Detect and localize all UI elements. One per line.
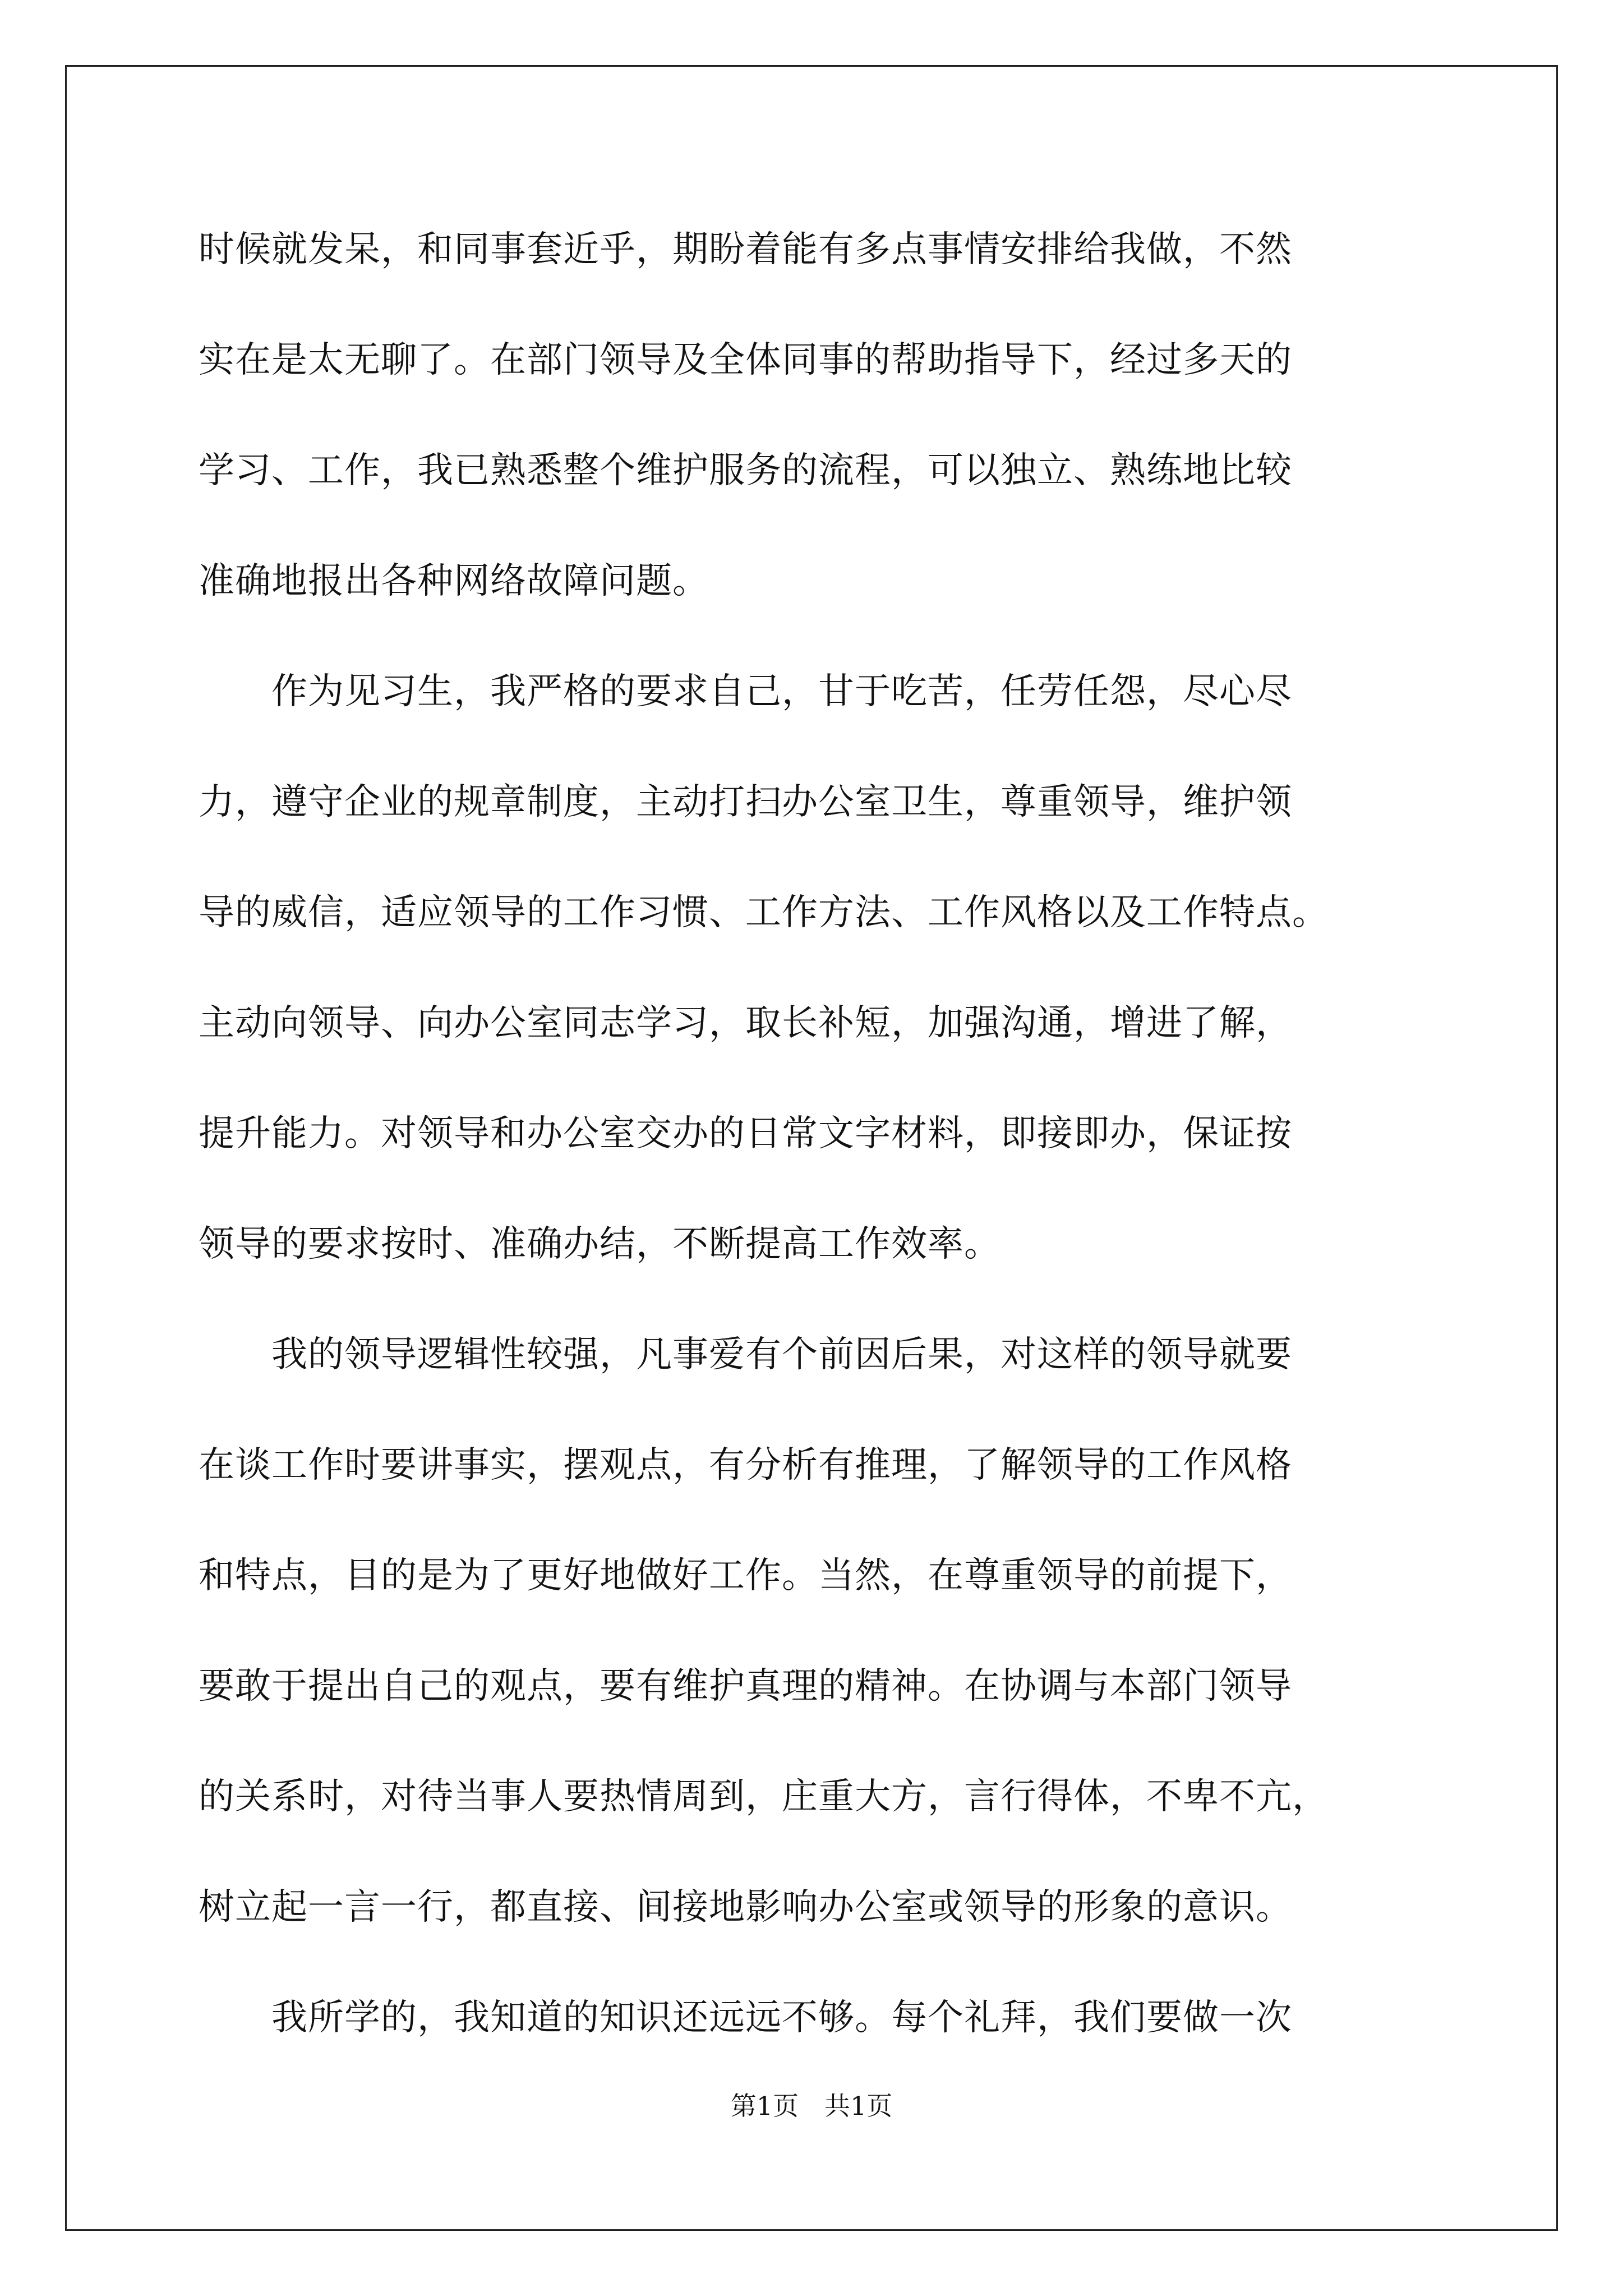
text-line: 我所学的，我知道的知识还远远不够。每个礼拜，我们要做一次 xyxy=(199,1997,1292,2039)
text-line: 要敢于提出自己的观点，要有维护真理的精神。在协调与本部门领导 xyxy=(199,1665,1292,1707)
text-line: 领导的要求按时、准确办结，不断提高工作效率。 xyxy=(199,1223,1000,1265)
text-line: 提升能力。对领导和办公室交办的日常文字材料，即接即办，保证按 xyxy=(199,1113,1292,1154)
text-line: 我的领导逻辑性较强，凡事爱有个前因后果，对这样的领导就要 xyxy=(199,1334,1292,1375)
text-line: 主动向领导、向办公室同志学习，取长补短，加强沟通，增进了解， xyxy=(199,1002,1292,1044)
text-line: 力，遵守企业的规章制度，主动打扫办公室卫生，尊重领导，维护领 xyxy=(199,781,1292,823)
text-line: 准确地报出各种网络故障问题。 xyxy=(199,560,709,602)
text-line: 实在是太无聊了。在部门领导及全体同事的帮助指导下，经过多天的 xyxy=(199,339,1292,381)
page-footer: 第1页 共1页 xyxy=(730,2091,893,2121)
body-text xyxy=(199,213,1432,2092)
text-line: 在谈工作时要讲事实，摆观点，有分析有推理，了解领导的工作风格 xyxy=(199,1444,1292,1486)
text-line: 学习、工作，我已熟悉整个维护服务的流程，可以独立、熟练地比较 xyxy=(199,450,1292,491)
text-line: 和特点，目的是为了更好地做好工作。当然，在尊重领导的前提下， xyxy=(199,1555,1292,1596)
text-line: 时候就发呆，和同事套近乎，期盼着能有多点事情安排给我做，不然 xyxy=(199,229,1292,270)
text-line: 树立起一言一行，都直接、间接地影响办公室或领导的形象的意识。 xyxy=(199,1887,1292,1928)
text-line: 的关系时，对待当事人要热情周到，庄重大方，言行得体，不卑不亢， xyxy=(199,1776,1329,1818)
text-line: 作为见习生，我严格的要求自己，甘于吃苦，任劳任怨，尽心尽 xyxy=(199,671,1292,712)
text-line: 导的威信，适应领导的工作习惯、工作方法、工作风格以及工作特点。 xyxy=(199,892,1329,933)
